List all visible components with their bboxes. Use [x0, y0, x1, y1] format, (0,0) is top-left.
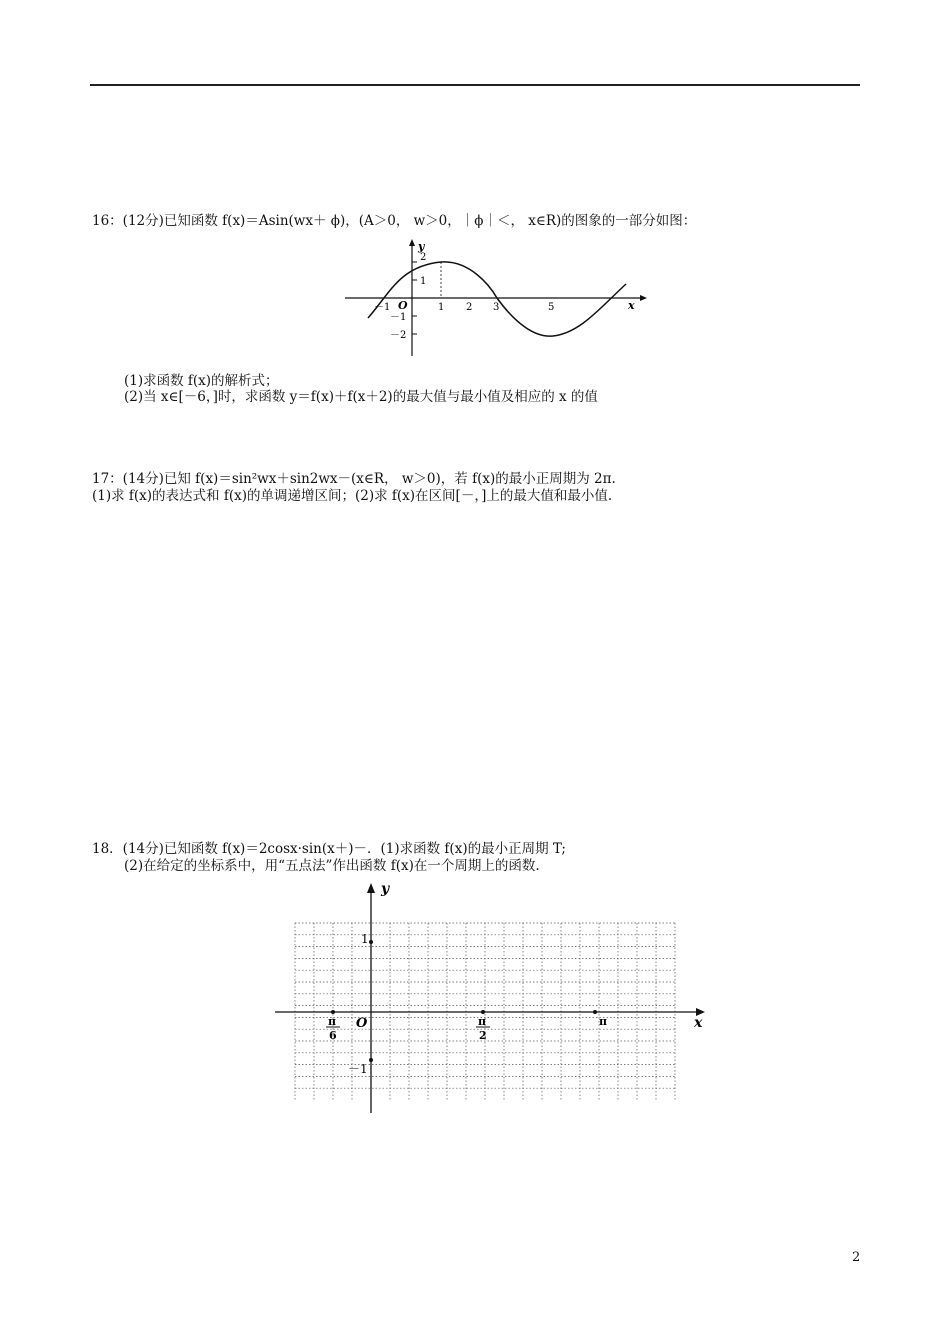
x-tick-label: －1: [374, 302, 391, 313]
x-tick-pi: π: [599, 1015, 608, 1028]
problem-17-stem: 17：(14分)已知 f(x)＝sin²wx＋sin2wx－(x∈R， w＞0)，若 f(x)的最小正周期为 2π.: [92, 471, 616, 487]
problem-16-part-2: (2)当 x∈[－6，]时，求函数 y＝f(x)＋f(x＋2)的最大值与最小值及相应的 x 的值: [124, 389, 598, 405]
problem-16-part-1: (1)求函数 f(x)的解析式；: [124, 373, 279, 389]
point-y-neg1: [369, 1058, 373, 1062]
problem-16-stem: 16：(12分)已知函数 f(x)＝Asin(wx＋ ϕ)，(A＞0， w＞0，｜ϕ｜＜， x∈R)的图象的一部分如图：: [92, 213, 697, 229]
x-axis-label: x: [628, 299, 635, 312]
x-tick-neg-pi6-denominator: 6: [329, 1029, 337, 1042]
origin-label: O: [356, 1016, 368, 1031]
page-number: 2: [852, 1250, 861, 1265]
y-tick-label: 1: [420, 276, 427, 287]
x-axis-arrow: [640, 295, 647, 301]
origin-label: O: [398, 299, 408, 312]
figure-sine-graph: [340, 238, 660, 358]
point-y-1: [369, 940, 373, 944]
x-tick-neg-pi6-numerator: π: [328, 1015, 337, 1028]
x-tick-label: 1: [438, 302, 445, 313]
point-x-pi: [593, 1010, 597, 1014]
y-axis-arrow: [409, 239, 415, 246]
problem-17-parts: (1)求 f(x)的表达式和 f(x)的单调递增区间；(2)求 f(x)在区间[－，]上的最大值和最小值.: [92, 488, 613, 504]
x-tick-label: 3: [493, 302, 500, 313]
x-tick-pi2-numerator: π: [478, 1015, 487, 1028]
problem-18-part-2: (2)在给定的坐标系中，用“五点法”作出函数 f(x)在一个周期上的函数.: [124, 858, 540, 874]
point-x-neg-pi-sixth: [331, 1010, 335, 1014]
y-axis-label: y: [381, 881, 390, 897]
x-tick-label: 5: [548, 302, 555, 313]
figure-coordinate-grid: [270, 875, 710, 1120]
y-axis-label: y: [418, 240, 425, 253]
x-axis-label: x: [694, 1015, 703, 1031]
y-axis-arrow: [367, 883, 375, 893]
point-x-pi-half: [481, 1010, 485, 1014]
header-rule: [90, 84, 860, 86]
y-tick-label: 2: [420, 252, 427, 263]
x-tick-pi2-denominator: 2: [479, 1029, 487, 1042]
y-tick-label: －1: [390, 312, 407, 323]
y-tick-label-neg1: －1: [348, 1062, 368, 1076]
x-tick-label: 2: [466, 302, 473, 313]
y-tick-label-1: 1: [361, 932, 369, 946]
y-tick-label: －2: [390, 330, 407, 341]
problem-18-stem: 18．(14分)已知函数 f(x)＝2cosx·sin(x＋)－．(1)求函数 f(x)的最小正周期 T;: [92, 841, 566, 857]
